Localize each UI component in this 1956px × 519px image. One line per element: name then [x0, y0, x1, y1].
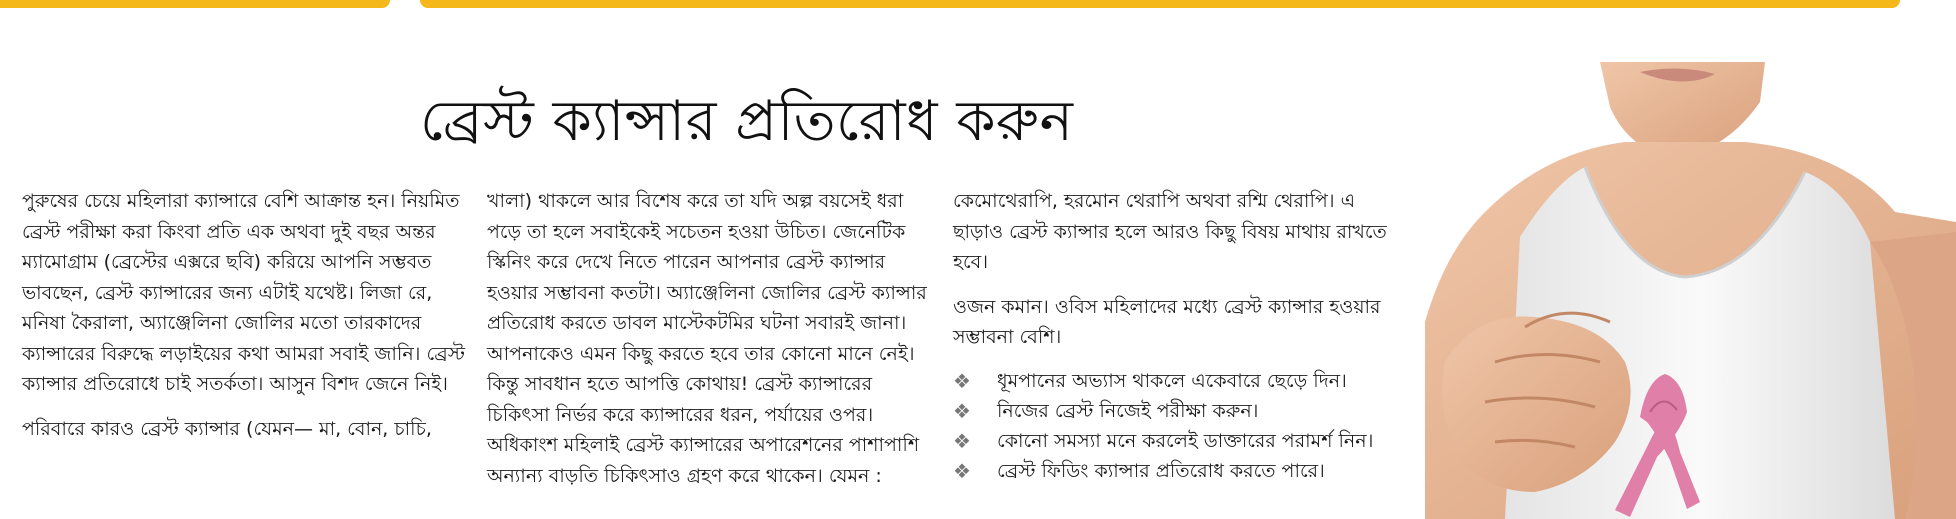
- diamond-bullet-icon: ❖: [953, 399, 971, 424]
- text-column-2: [487, 186, 937, 505]
- paragraph: খালা) থাকলে আর বিশেষ করে তা যদি অল্প বয়সেই ধরা পড়ে তা হলে সবাইকেই সচেতন হওয়া উচিত। জেনেটিক স্কিনিং করে দেখে নিতে পারেন আপনার ব্রেস্ট ক্যান্সার হওয়ার সম্ভাবনা কতটা। অ্যাঞ্জেলিনা জোলির ব্রেস্ট ক্যান্সার প্রতিরোধ করতে ডাবল মাস্টেকটমির ঘটনা সবারই জানা। আপনাকেও এমন কিছু করতে হবে তার কোনো মানে নেই। কিন্তু সাবধান হতে আপত্তি কোথায়! ব্রেস্ট ক্যান্সারের চিকিৎসা নির্ভর করে ক্যান্সারের ধরন, পর্যায়ের ওপর। অধিকাংশ মহিলাই ব্রেস্ট ক্যান্সারের অপারেশনের পাশাপাশি অন্যান্য বাড়তি চিকিৎসাও গ্রহণ করে থাকেন। যেমন :: [487, 190, 927, 487]
- text-column-1: [22, 186, 472, 458]
- list-item: [953, 427, 1398, 457]
- paragraph: কেমোথেরাপি, হরমোন থেরাপি অথবা রশ্মি থেরাপি। এ ছাড়াও ব্রেস্ট ক্যান্সার হলে আরও কিছু বিষয় মাথায় রাখতে হবে।: [953, 190, 1387, 273]
- list-item-text: নিজের ব্রেস্ট নিজেই পরীক্ষা করুন।: [997, 400, 1259, 423]
- list-item-text: ধূমপানের অভ্যাস থাকলে একেবারে ছেড়ে দিন।: [997, 370, 1347, 393]
- diamond-bullet-icon: ❖: [953, 459, 971, 484]
- top-accent-bar-right: [420, 0, 1900, 8]
- tips-list: [953, 367, 1398, 487]
- woman-pink-ribbon-photo: [1425, 62, 1956, 519]
- list-item: [953, 367, 1398, 397]
- list-item-text: ব্রেস্ট ফিডিং ক্যান্সার প্রতিরোধ করতে পারে।: [997, 460, 1325, 483]
- top-accent-bar-left: [0, 0, 390, 8]
- paragraph: ওজন কমান। ওবিস মহিলাদের মধ্যে ব্রেস্ট ক্যান্সার হওয়ার সম্ভাবনা বেশি।: [953, 295, 1381, 348]
- article-title: ব্রেস্ট ক্যান্সার প্রতিরোধ করুন: [420, 89, 1074, 154]
- diamond-bullet-icon: ❖: [953, 369, 971, 394]
- diamond-bullet-icon: ❖: [953, 429, 971, 454]
- list-item: [953, 457, 1398, 487]
- text-column-3: [953, 186, 1398, 487]
- paragraph: পুরুষের চেয়ে মহিলারা ক্যান্সারে বেশি আক্রান্ত হন। নিয়মিত ব্রেস্ট পরীক্ষা করা কিংবা প্রতি এক অথবা দুই বছর অন্তর ম্যামোগ্রাম (ব্রেস্টের এক্সরে ছবি) করিয়ে আপনি সম্ভবত ভাবছেন, ব্রেস্ট ক্যান্সারের জন্য এটাই যথেষ্ট। লিজা রে, মনিষা কৈরালা, অ্যাঞ্জেলিনা জোলির মতো তারকাদের ক্যান্সারের বিরুদ্ধে লড়াইয়ের কথা আমরা সবাই জানি। ব্রেস্ট ক্যান্সার প্রতিরোধে চাই সতর্কতা। আসুন বিশদ জেনে নিই।: [22, 190, 465, 395]
- list-item: [953, 397, 1398, 427]
- paragraph: পরিবারে কারও ব্রেস্ট ক্যান্সার (যেমন— মা, বোন, চাচি,: [22, 417, 432, 440]
- list-item-text: কোনো সমস্যা মনে করলেই ডাক্তারের পরামর্শ নিন।: [997, 430, 1374, 453]
